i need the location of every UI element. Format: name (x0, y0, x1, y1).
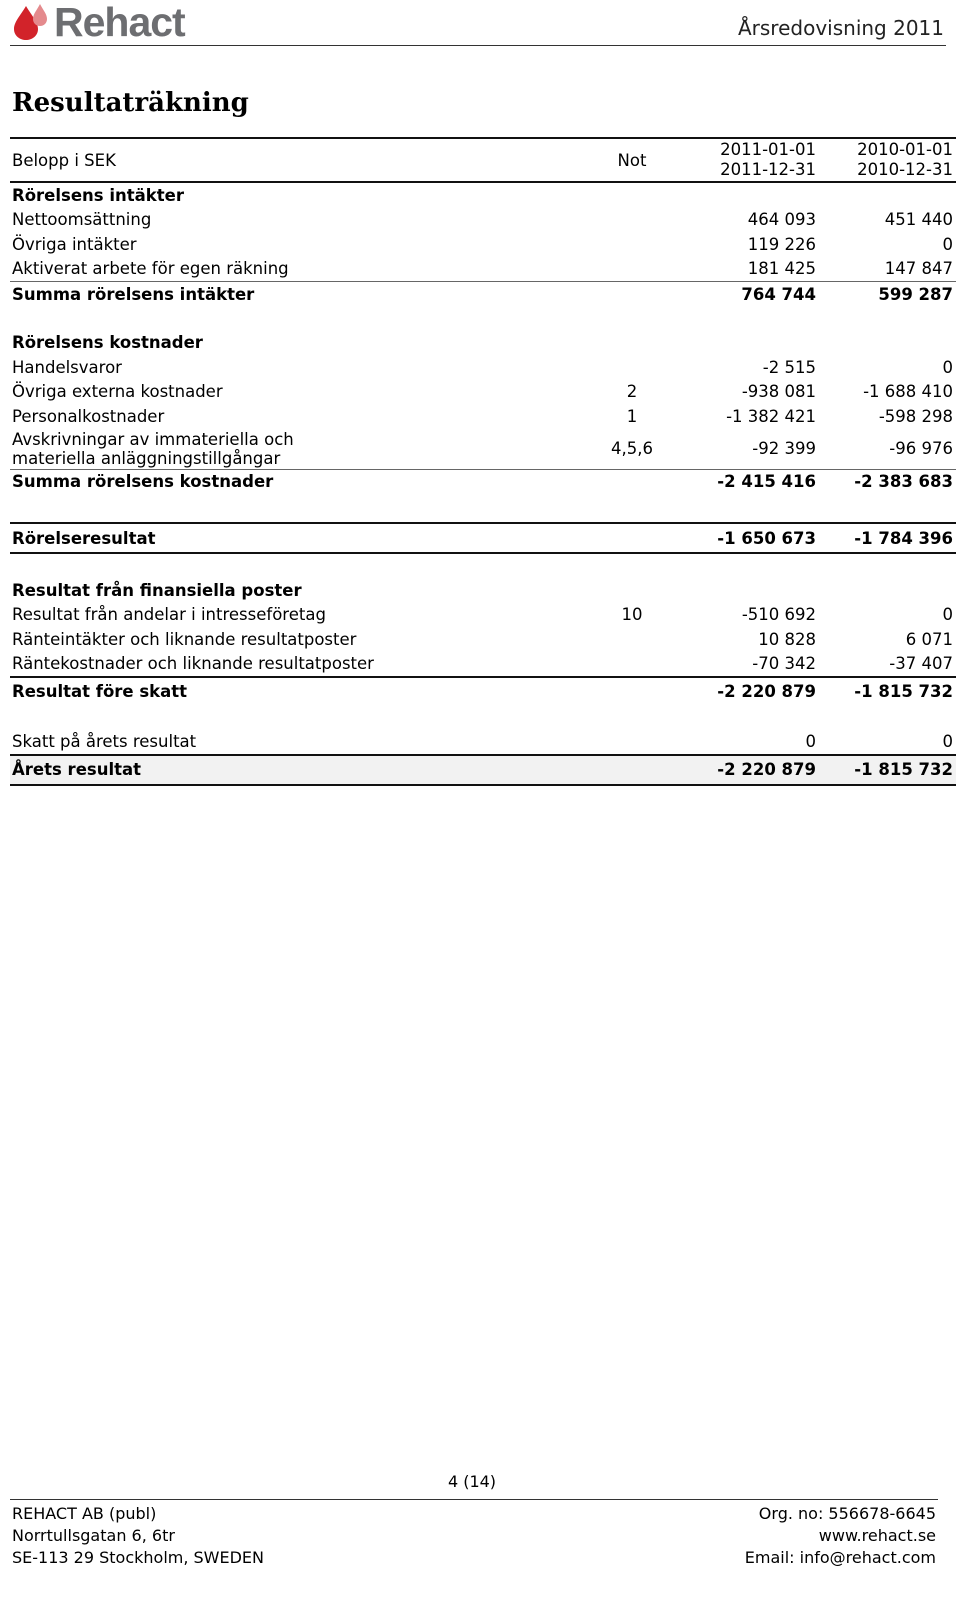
row-previous-value: 0 (942, 234, 953, 254)
column-header-current-period (678, 140, 816, 180)
drop-logo-icon (12, 2, 58, 42)
row-label: Resultat före skatt (12, 682, 188, 701)
row-label: Summa rörelsens intäkter (12, 284, 255, 304)
row-label: Personalkostnader (12, 406, 165, 426)
column-header-note: Not (617, 150, 647, 170)
row-label: Resultat från andelar i intresseföretag (12, 605, 326, 625)
current-period-to: 2011-12-31 (720, 160, 816, 179)
row-current-value: -1 650 673 (717, 528, 816, 548)
footer-email: Email: info@rehact.com (744, 1548, 936, 1567)
page-title: Resultaträkning (12, 88, 249, 118)
row-label: Övriga externa kostnader (12, 382, 223, 402)
row-label: Handelsvaror (12, 357, 122, 377)
row-note: 1 (626, 406, 638, 426)
row-current-value: -2 515 (762, 357, 816, 377)
row-previous-value: -2 383 683 (854, 472, 953, 492)
table-header-row (10, 137, 956, 183)
table-row (10, 429, 956, 469)
header-divider (10, 45, 946, 46)
row-previous-value: 6 071 (905, 629, 953, 649)
row-previous-value: -1 815 732 (854, 760, 953, 779)
row-current-value: -2 220 879 (717, 682, 816, 701)
row-current-value: -1 382 421 (726, 406, 816, 426)
row-previous-value: 599 287 (878, 284, 953, 304)
table-row (10, 232, 956, 257)
table-row (10, 257, 956, 282)
section-heading-expenses (10, 331, 956, 356)
row-current-value: 464 093 (747, 210, 816, 230)
operating-result-row (10, 522, 956, 554)
table-row (10, 380, 956, 405)
row-current-value: -2 415 416 (717, 472, 816, 492)
row-previous-value: -37 407 (889, 654, 953, 674)
row-previous-value: -1 815 732 (854, 682, 953, 701)
footer-divider (10, 1499, 938, 1500)
row-current-value: 181 425 (747, 259, 816, 279)
result-before-tax-row (10, 676, 956, 705)
table-row (10, 729, 956, 754)
footer-company: REHACT AB (publ) (12, 1504, 157, 1523)
row-label: Aktiverat arbete för egen räkning (12, 259, 289, 279)
row-previous-value: -96 976 (889, 439, 953, 458)
row-label: Rörelsens intäkter (12, 185, 184, 205)
subtotal-row-revenue (10, 281, 956, 307)
row-label: Räntekostnader och liknande resultatposter (12, 654, 374, 674)
footer-website: www.rehact.se (818, 1526, 936, 1545)
row-previous-value: 451 440 (884, 210, 953, 230)
row-previous-value: 0 (942, 731, 953, 751)
row-label: Rörelseresultat (12, 528, 156, 548)
row-current-value: -2 220 879 (717, 760, 816, 779)
subtotal-row-expenses (10, 469, 956, 495)
income-statement-table (10, 137, 956, 786)
row-note: 10 (621, 605, 643, 625)
row-current-value: -70 342 (752, 654, 816, 674)
row-label: Summa rörelsens kostnader (12, 472, 274, 492)
row-current-value: 10 828 (758, 629, 816, 649)
row-previous-value: -1 688 410 (863, 382, 953, 402)
row-note: 4,5,6 (611, 439, 653, 458)
row-previous-value: 0 (942, 605, 953, 625)
row-label: Ränteintäkter och liknande resultatposter (12, 629, 357, 649)
document-title: Årsredovisning 2011 (737, 16, 944, 40)
page-number: 4 (14) (447, 1472, 497, 1491)
footer-contact (745, 1503, 936, 1569)
row-label: Rörelsens kostnader (12, 333, 203, 353)
previous-period-to: 2010-12-31 (857, 160, 953, 179)
row-current-value: 0 (805, 731, 816, 751)
row-current-value: 764 744 (741, 284, 816, 304)
net-result-row (10, 754, 956, 786)
row-label: Skatt på årets resultat (12, 731, 197, 751)
row-label: Årets resultat (12, 760, 142, 779)
footer-org-number: Org. no: 556678-6645 (758, 1504, 936, 1523)
page-header (0, 0, 960, 48)
footer-city: SE-113 29 Stockholm, SWEDEN (12, 1548, 265, 1567)
footer-street: Norrtullsgatan 6, 6tr (12, 1526, 175, 1545)
table-row (10, 652, 956, 677)
column-header-previous-period (816, 140, 956, 180)
row-label: Resultat från finansiella poster (12, 580, 302, 600)
section-heading-financial (10, 578, 956, 603)
logo-wordmark: Rehact (54, 0, 185, 45)
row-current-value: -510 692 (741, 605, 816, 625)
table-row (10, 355, 956, 380)
row-note: 2 (626, 382, 638, 402)
row-current-value: 119 226 (747, 234, 816, 254)
row-previous-value: -1 784 396 (854, 528, 953, 548)
row-current-value: -938 081 (741, 382, 816, 402)
row-current-value: -92 399 (752, 439, 816, 458)
table-row (10, 603, 956, 628)
current-period-from: 2011-01-01 (720, 140, 816, 159)
rehact-logo (12, 0, 185, 45)
section-heading-revenue (10, 183, 956, 208)
table-row (10, 208, 956, 233)
row-previous-value: 147 847 (884, 259, 953, 279)
table-row (10, 404, 956, 429)
row-label: Avskrivningar av immateriella och materiella anläggningstillgångar (12, 429, 294, 468)
row-previous-value: -598 298 (878, 406, 953, 426)
row-label: Övriga intäkter (12, 234, 137, 254)
footer-address (12, 1503, 264, 1569)
previous-period-from: 2010-01-01 (857, 140, 953, 159)
column-header-amount: Belopp i SEK (12, 150, 116, 170)
table-row (10, 627, 956, 652)
row-label: Nettoomsättning (12, 210, 152, 230)
row-previous-value: 0 (942, 357, 953, 377)
